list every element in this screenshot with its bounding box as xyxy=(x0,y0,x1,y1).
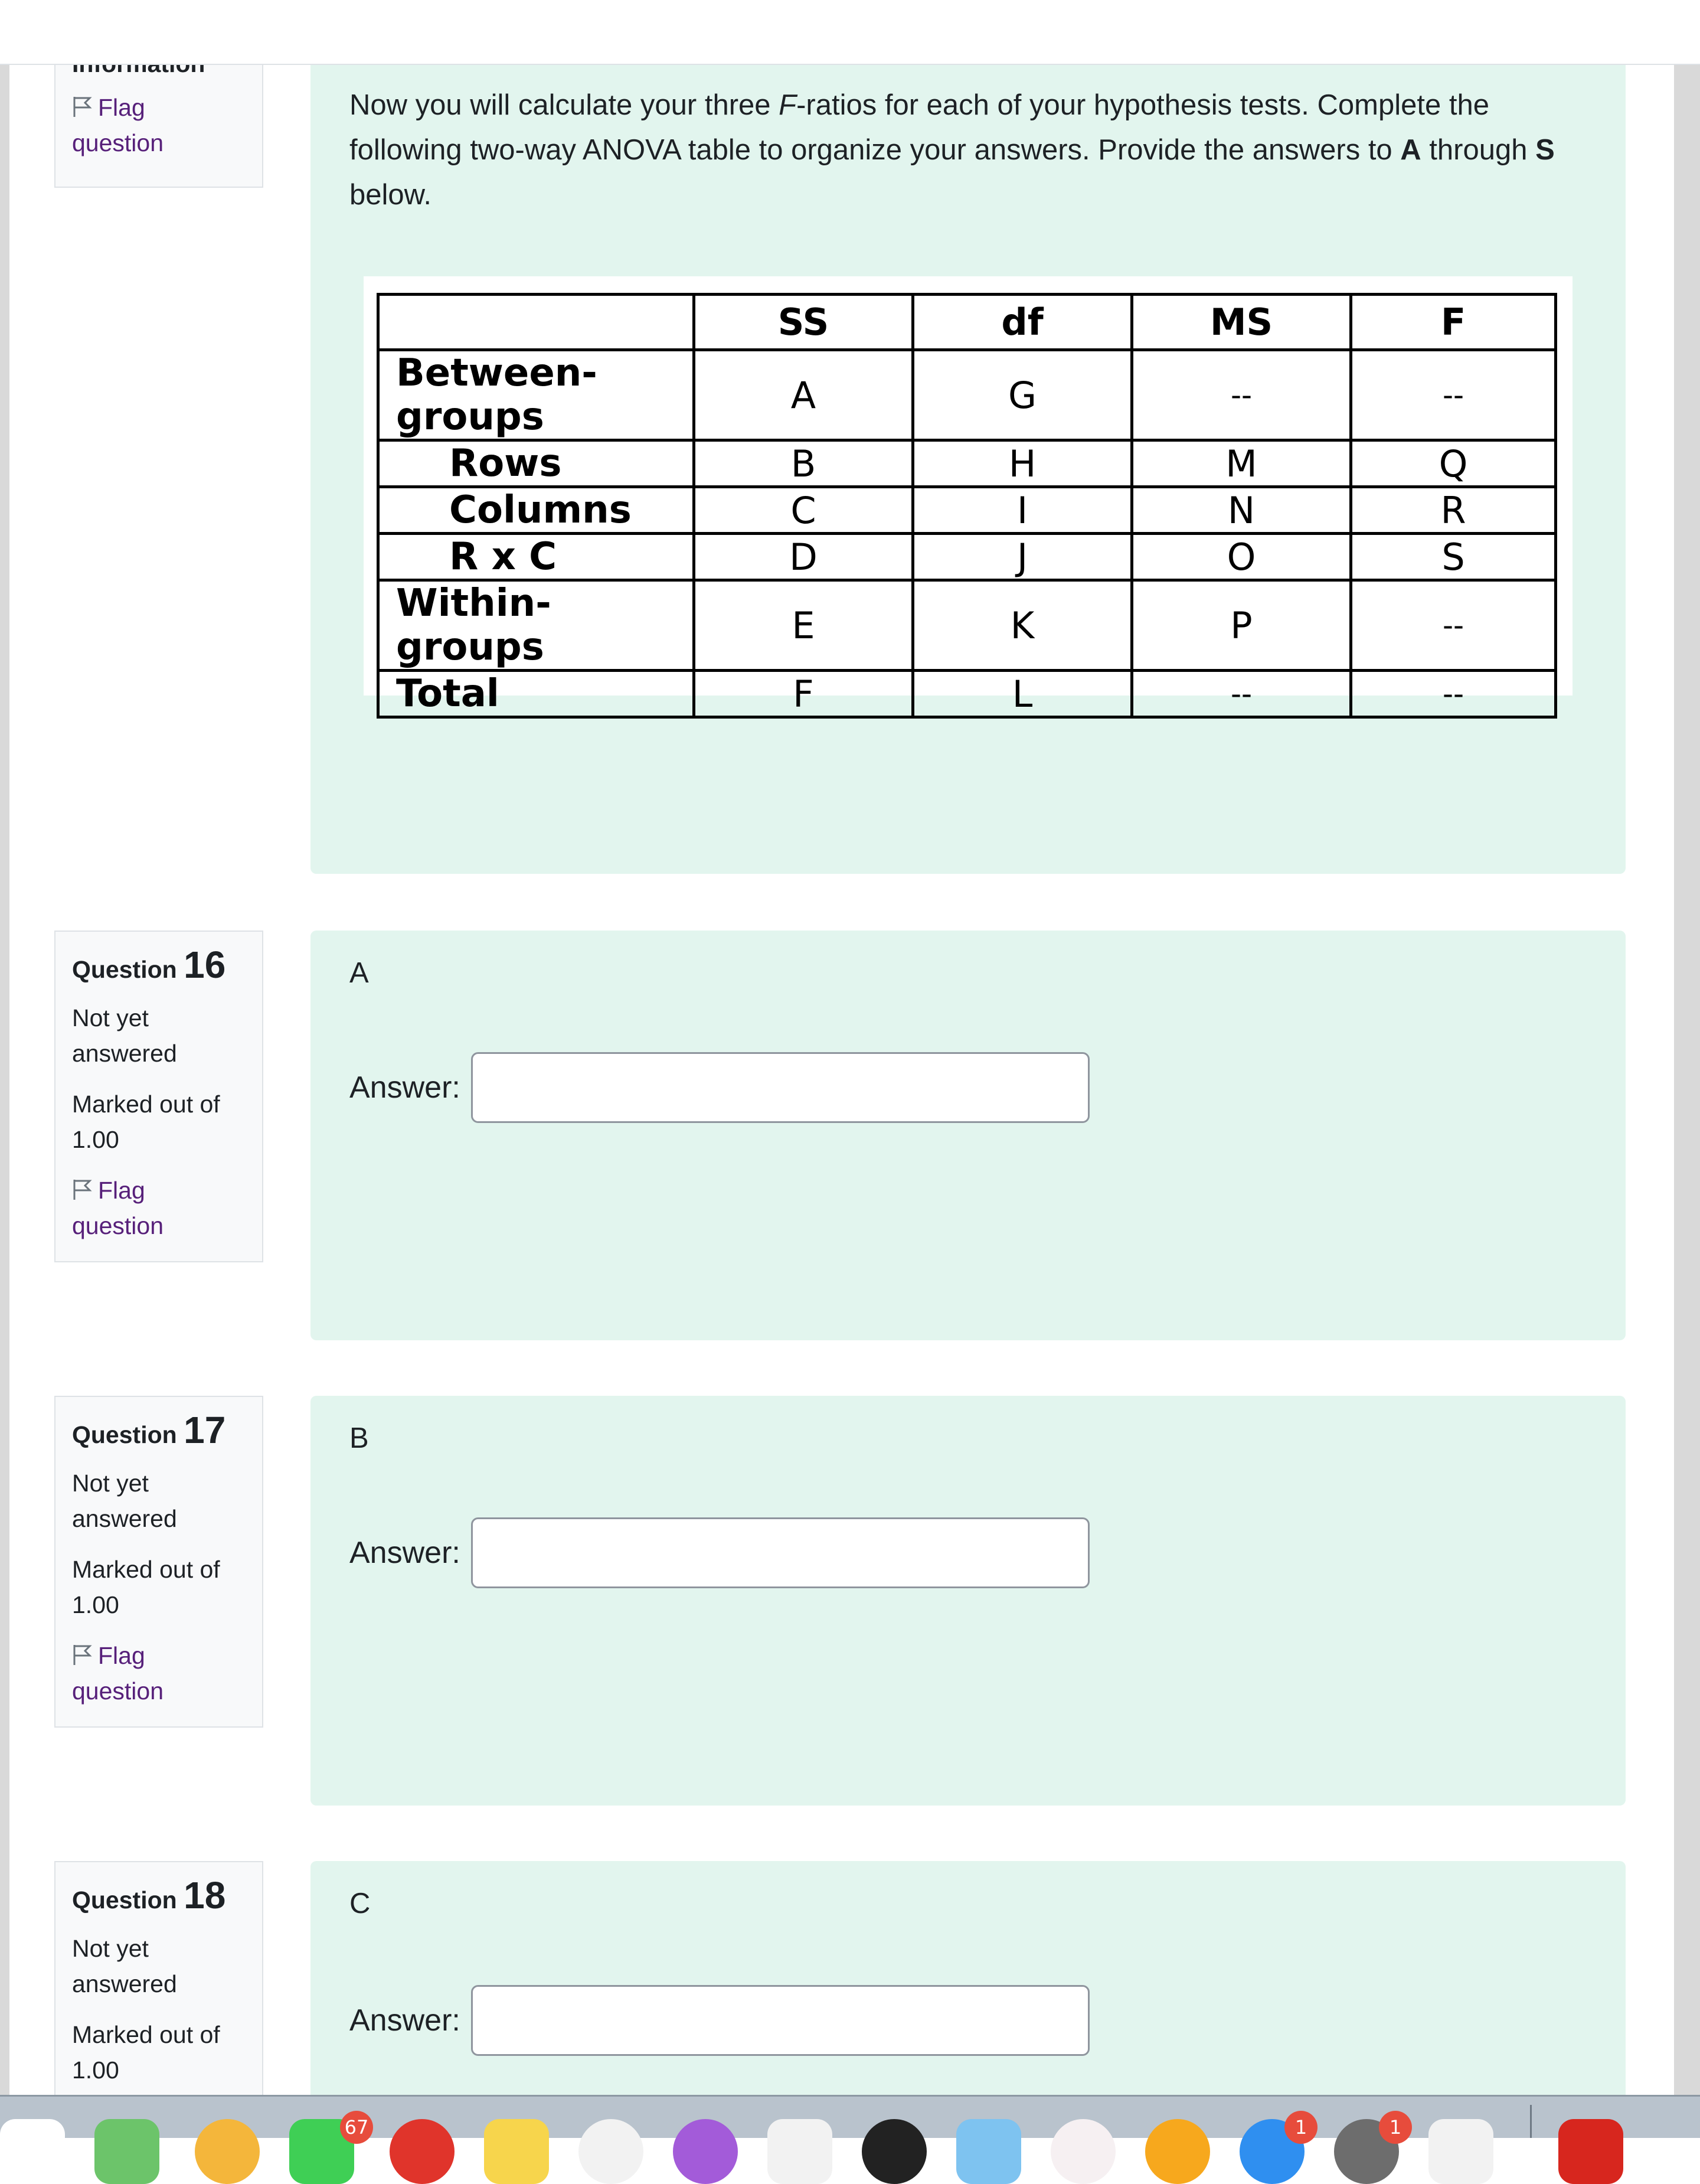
answer-input[interactable] xyxy=(471,1052,1090,1123)
question-label: Question xyxy=(72,1886,177,1914)
table-row xyxy=(378,350,1556,440)
answer-row xyxy=(349,1985,1090,2056)
flag-line1: Flag xyxy=(98,1642,145,1669)
info-flag-link[interactable] xyxy=(72,90,246,161)
row-label: Columns xyxy=(378,487,694,534)
question-title xyxy=(72,1409,246,1452)
answer-row xyxy=(349,1052,1090,1123)
answer-label: Answer: xyxy=(349,2003,460,2038)
answer-input[interactable] xyxy=(471,1517,1090,1588)
table-cell: P xyxy=(1132,580,1351,671)
row-label: Total xyxy=(378,671,694,717)
header-cell: F xyxy=(1351,295,1556,350)
table-cell: S xyxy=(1351,534,1556,580)
preview-icon[interactable] xyxy=(956,2119,1021,2184)
question-number: 18 xyxy=(184,1874,226,1917)
table-row xyxy=(378,580,1556,671)
table-header-row xyxy=(378,295,1556,350)
table-cell: Q xyxy=(1351,440,1556,487)
music-icon[interactable] xyxy=(578,2119,643,2184)
question-info-17 xyxy=(54,1396,263,1728)
anova-table-image xyxy=(364,276,1572,716)
intro-part3: through xyxy=(1421,134,1536,166)
question-number: 16 xyxy=(184,944,226,986)
table-row xyxy=(378,671,1556,717)
state-line1: Not yet xyxy=(72,1470,149,1497)
grade-line1: Marked out of xyxy=(72,1556,220,1583)
intro-part2: -ratios for each of your hypothesis tests. Complete the following two-way ANOVA table to organize your answers. Provide the answers to xyxy=(349,89,1489,166)
flag-line1: Flag xyxy=(98,1177,145,1204)
table-cell: I xyxy=(913,487,1132,534)
flag-question-link[interactable] xyxy=(72,1173,246,1243)
table-cell: O xyxy=(1132,534,1351,580)
question-info-18 xyxy=(54,1861,263,2109)
table-cell: F xyxy=(694,671,913,717)
header-cell: MS xyxy=(1132,295,1351,350)
header-cell: SS xyxy=(694,295,913,350)
question-content-17 xyxy=(310,1396,1626,1806)
table-cell: K xyxy=(913,580,1132,671)
table-cell: J xyxy=(913,534,1132,580)
intro-bold-s: S xyxy=(1535,134,1555,166)
table-row xyxy=(378,440,1556,487)
finder-icon[interactable] xyxy=(0,2119,65,2184)
table-row xyxy=(378,487,1556,534)
question-state xyxy=(72,1465,246,1536)
table-cell: -- xyxy=(1351,350,1556,440)
table-cell: G xyxy=(913,350,1132,440)
flag-icon xyxy=(72,1640,93,1663)
podcasts-icon[interactable] xyxy=(673,2119,738,2184)
intro-text xyxy=(349,83,1587,217)
flag-line2: question xyxy=(72,1212,164,1239)
table-cell: B xyxy=(694,440,913,487)
grade-line1: Marked out of xyxy=(72,1091,220,1118)
answer-input[interactable] xyxy=(471,1985,1090,2056)
flag-label-line2: question xyxy=(72,129,164,156)
state-line1: Not yet xyxy=(72,1935,149,1962)
question-state xyxy=(72,1000,246,1071)
table-cell: R xyxy=(1351,487,1556,534)
header-cell xyxy=(378,295,694,350)
question-text: C xyxy=(349,1888,371,1919)
state-line2: answered xyxy=(72,1040,177,1067)
pdf-reader-icon[interactable] xyxy=(1558,2119,1623,2184)
grade-line2: 1.00 xyxy=(72,1126,119,1153)
notes-icon[interactable] xyxy=(484,2119,549,2184)
table-cell: D xyxy=(694,534,913,580)
question-title xyxy=(72,1874,246,1918)
grade-line2: 1.00 xyxy=(72,1591,119,1618)
row-label: Between-groups xyxy=(378,350,694,440)
table-cell: -- xyxy=(1132,350,1351,440)
intro-part1: Now you will calculate your three xyxy=(349,89,779,121)
grade-line2: 1.00 xyxy=(72,2056,119,2084)
state-line2: answered xyxy=(72,1970,177,1997)
browser-top-bar xyxy=(0,0,1700,65)
anova-table xyxy=(377,293,1557,719)
table-cell: H xyxy=(913,440,1132,487)
answer-label: Answer: xyxy=(349,1070,460,1105)
question-content-16 xyxy=(310,931,1626,1340)
question-grade xyxy=(72,1552,246,1623)
question-grade xyxy=(72,2017,246,2088)
row-label: Rows xyxy=(378,440,694,487)
flag-question-link[interactable] xyxy=(72,1638,246,1709)
question-number: 17 xyxy=(184,1409,226,1451)
row-label: Within-groups xyxy=(378,580,694,671)
app-orange-icon[interactable] xyxy=(1145,2119,1210,2184)
flag-label-line1: Flag xyxy=(98,94,145,121)
notification-badge: 1 xyxy=(1284,2111,1318,2144)
table-cell: L xyxy=(913,671,1132,717)
files-icon[interactable] xyxy=(1428,2119,1493,2184)
question-text: A xyxy=(349,957,369,989)
question-grade xyxy=(72,1086,246,1157)
maps-icon[interactable] xyxy=(94,2119,159,2184)
question-title xyxy=(72,944,246,987)
table-cell: N xyxy=(1132,487,1351,534)
answer-row xyxy=(349,1517,1090,1588)
state-line2: answered xyxy=(72,1505,177,1532)
question-label: Question xyxy=(72,1421,177,1448)
table-cell: M xyxy=(1132,440,1351,487)
photos-icon[interactable] xyxy=(195,2119,260,2184)
table-cell: -- xyxy=(1351,580,1556,671)
intro-italic: F xyxy=(779,89,797,121)
intro-bold-a: A xyxy=(1400,134,1421,166)
flag-line2: question xyxy=(72,1677,164,1705)
row-label: R x C xyxy=(378,534,694,580)
question-state xyxy=(72,1931,246,2002)
messages-badge: 67 xyxy=(340,2111,373,2144)
left-scroll-gutter xyxy=(0,64,9,2095)
app-red-icon[interactable] xyxy=(390,2119,455,2184)
table-cell: -- xyxy=(1351,671,1556,717)
dock-divider xyxy=(1530,2105,1532,2138)
flag-icon xyxy=(72,92,93,115)
table-cell: A xyxy=(694,350,913,440)
dock xyxy=(0,2095,1700,2138)
table-cell: C xyxy=(694,487,913,534)
header-cell: df xyxy=(913,295,1132,350)
state-line1: Not yet xyxy=(72,1004,149,1031)
info-box xyxy=(54,50,263,188)
intro-part4: below. xyxy=(349,179,431,211)
grade-line1: Marked out of xyxy=(72,2021,220,2048)
flag-icon xyxy=(72,1175,93,1197)
table-row xyxy=(378,534,1556,580)
numbers-icon[interactable] xyxy=(767,2119,832,2184)
right-scroll-gutter[interactable] xyxy=(1674,64,1700,2095)
question-info-16 xyxy=(54,931,263,1262)
table-cell: -- xyxy=(1132,671,1351,717)
app-pink-icon[interactable] xyxy=(1051,2119,1116,2184)
question-content-18 xyxy=(310,1861,1626,2095)
question-label: Question xyxy=(72,956,177,983)
answer-label: Answer: xyxy=(349,1536,460,1570)
app-black-icon[interactable] xyxy=(862,2119,927,2184)
table-cell: E xyxy=(694,580,913,671)
settings-badge: 1 xyxy=(1379,2111,1412,2144)
question-text: B xyxy=(349,1422,369,1454)
